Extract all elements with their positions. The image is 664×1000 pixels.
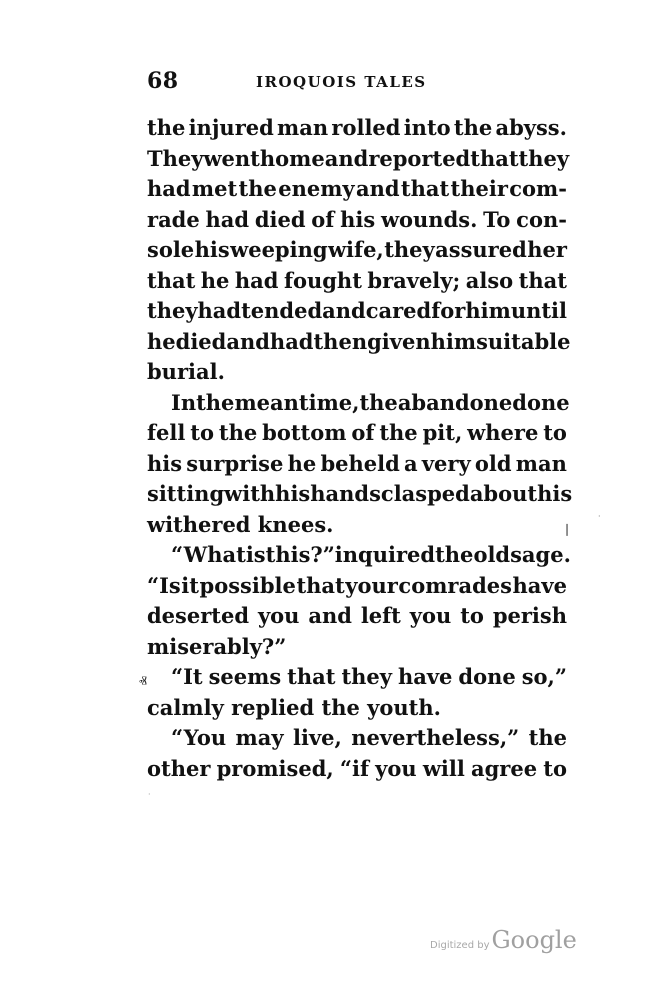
word: had xyxy=(147,176,191,201)
word: injured xyxy=(188,115,274,140)
word: the xyxy=(453,115,493,140)
text-line xyxy=(147,205,567,236)
word: to xyxy=(543,755,567,781)
word: that xyxy=(287,664,336,689)
word: and xyxy=(308,603,352,628)
word: deserted xyxy=(147,603,250,628)
running-head: IROQUOIS TALES xyxy=(256,73,427,91)
word: To xyxy=(483,206,511,232)
word: pit, xyxy=(422,420,463,445)
text-line xyxy=(147,754,567,785)
word: that xyxy=(518,267,567,293)
word: the xyxy=(218,420,258,445)
word: They xyxy=(147,145,204,171)
word: sage. xyxy=(510,542,571,567)
word: and xyxy=(324,145,369,171)
word: the xyxy=(196,389,235,415)
word: bottom xyxy=(262,420,347,445)
word: will xyxy=(422,755,465,781)
word: a xyxy=(404,450,418,476)
word: have xyxy=(397,664,453,689)
text-line: withered knees. xyxy=(147,511,334,537)
word: then xyxy=(313,328,368,354)
word: fell xyxy=(147,420,186,445)
word: home xyxy=(259,145,325,171)
word: hands xyxy=(310,481,381,506)
word: is xyxy=(245,542,266,567)
word: In xyxy=(171,389,197,415)
text-line xyxy=(147,662,567,693)
word: of xyxy=(311,206,335,232)
word: he xyxy=(200,267,230,293)
word: had xyxy=(197,298,242,323)
word: cared xyxy=(365,298,432,323)
word: went xyxy=(203,145,260,171)
word: “if xyxy=(339,755,369,781)
word: his xyxy=(275,481,311,506)
word: the xyxy=(379,420,418,445)
word: her xyxy=(527,237,567,262)
word: live, xyxy=(292,725,342,750)
word: very xyxy=(421,450,471,476)
text-line xyxy=(147,235,567,266)
word: that xyxy=(296,572,345,598)
word: he xyxy=(287,450,317,476)
word: for xyxy=(431,298,466,323)
word: meantime, xyxy=(234,389,360,415)
word: done xyxy=(458,664,516,689)
word: “What xyxy=(171,542,246,567)
word: had xyxy=(269,328,314,354)
word: also xyxy=(465,267,514,293)
scan-speck: ❘ xyxy=(562,522,573,536)
word: wounds. xyxy=(380,206,478,232)
word: man xyxy=(277,115,329,140)
text-line xyxy=(147,540,571,571)
word: old xyxy=(474,450,512,476)
word: this?” xyxy=(265,542,335,567)
word: comrades xyxy=(398,572,512,598)
word: sole xyxy=(147,237,195,262)
word: suitable xyxy=(476,328,571,354)
word: had xyxy=(234,267,279,293)
word: weeping xyxy=(230,237,328,262)
word: sitting xyxy=(147,481,225,506)
word: had xyxy=(205,206,250,232)
word: his xyxy=(340,206,376,232)
scan-speck: ⱏ xyxy=(139,672,147,691)
word: surprise xyxy=(186,450,284,476)
word: that xyxy=(470,145,519,171)
word: their xyxy=(450,176,508,201)
word: beheld xyxy=(320,450,400,476)
word: to xyxy=(460,603,484,628)
page-header xyxy=(147,68,567,98)
word: perish xyxy=(492,603,567,628)
word: wife, xyxy=(327,237,384,262)
text-line xyxy=(147,296,567,327)
word: man xyxy=(515,450,567,476)
word: they xyxy=(384,237,435,262)
word: one xyxy=(526,389,570,415)
text-line: calmly replied the youth. xyxy=(147,694,441,720)
word: and xyxy=(355,176,400,201)
word: clasped xyxy=(380,481,470,506)
word: it xyxy=(181,572,199,598)
page-number: 68 xyxy=(147,68,179,94)
word: tended xyxy=(241,298,323,323)
word: old xyxy=(473,542,511,567)
text-line xyxy=(147,601,567,632)
word: his xyxy=(147,450,183,476)
word: and xyxy=(322,298,366,323)
word: him xyxy=(465,298,511,323)
word: died xyxy=(175,328,227,354)
text-line: burial. xyxy=(147,359,225,384)
word: met xyxy=(191,176,238,201)
word: “Is xyxy=(147,572,181,598)
word: that xyxy=(400,176,450,201)
word: into xyxy=(403,115,451,140)
text-line xyxy=(147,723,567,754)
word: they xyxy=(518,145,570,171)
word: fought xyxy=(283,267,362,293)
body-text xyxy=(147,113,573,784)
word: to xyxy=(543,420,567,445)
word: possible xyxy=(199,572,296,598)
word: his xyxy=(194,237,230,262)
word: rade xyxy=(147,206,200,232)
text-line xyxy=(147,144,570,175)
word: so,” xyxy=(521,664,567,689)
word: assured xyxy=(435,237,527,262)
word: until xyxy=(510,298,568,323)
word: agree xyxy=(471,755,538,781)
word: “It xyxy=(171,664,203,689)
word: and xyxy=(226,328,270,354)
text-line: miserably?” xyxy=(147,633,287,659)
text-line xyxy=(147,174,567,205)
word: left xyxy=(360,603,401,628)
text-line xyxy=(147,327,571,358)
word: to xyxy=(190,420,214,445)
text-line xyxy=(147,388,570,419)
word: you xyxy=(257,603,300,628)
word: you xyxy=(375,755,417,781)
scan-speck: · xyxy=(148,790,151,799)
word: died xyxy=(254,206,306,232)
text-line xyxy=(147,113,567,144)
word: “You xyxy=(171,725,227,750)
google-logo: Google xyxy=(491,926,577,954)
word: seems xyxy=(208,664,282,689)
text-line xyxy=(147,479,573,510)
word: the xyxy=(147,115,186,140)
word: inquired xyxy=(334,542,436,567)
word: the xyxy=(528,725,567,750)
word: rolled xyxy=(331,115,401,140)
word: him xyxy=(430,328,477,354)
word: the xyxy=(359,389,398,415)
word: he xyxy=(147,328,176,354)
word: that xyxy=(147,267,196,293)
text-line xyxy=(147,418,567,449)
word: of xyxy=(351,420,375,445)
word: con- xyxy=(516,206,567,232)
word: they xyxy=(147,298,198,323)
word: the xyxy=(238,176,277,201)
word: may xyxy=(235,725,284,750)
word: abandoned xyxy=(397,389,527,415)
word: nevertheless,” xyxy=(351,725,520,750)
text-line xyxy=(147,571,567,602)
text-line xyxy=(147,449,567,480)
word: they xyxy=(341,664,392,689)
word: enemy xyxy=(278,176,355,201)
word: com- xyxy=(509,176,567,201)
word: reported xyxy=(368,145,471,171)
digitized-by-google-watermark xyxy=(430,926,577,954)
word: have xyxy=(512,572,567,598)
scan-speck: · xyxy=(598,512,601,521)
word: promised, xyxy=(216,755,334,781)
word: with xyxy=(224,481,276,506)
word: about xyxy=(469,481,538,506)
word: other xyxy=(147,755,211,781)
word: the xyxy=(435,542,474,567)
word: abyss. xyxy=(495,115,567,140)
text-line xyxy=(147,266,567,297)
word: his xyxy=(537,481,573,506)
word: you xyxy=(409,603,452,628)
watermark-prefix: Digitized by xyxy=(430,940,490,951)
word: your xyxy=(345,572,398,598)
word: given xyxy=(367,328,431,354)
word: bravely; xyxy=(367,267,461,293)
word: where xyxy=(467,420,539,445)
